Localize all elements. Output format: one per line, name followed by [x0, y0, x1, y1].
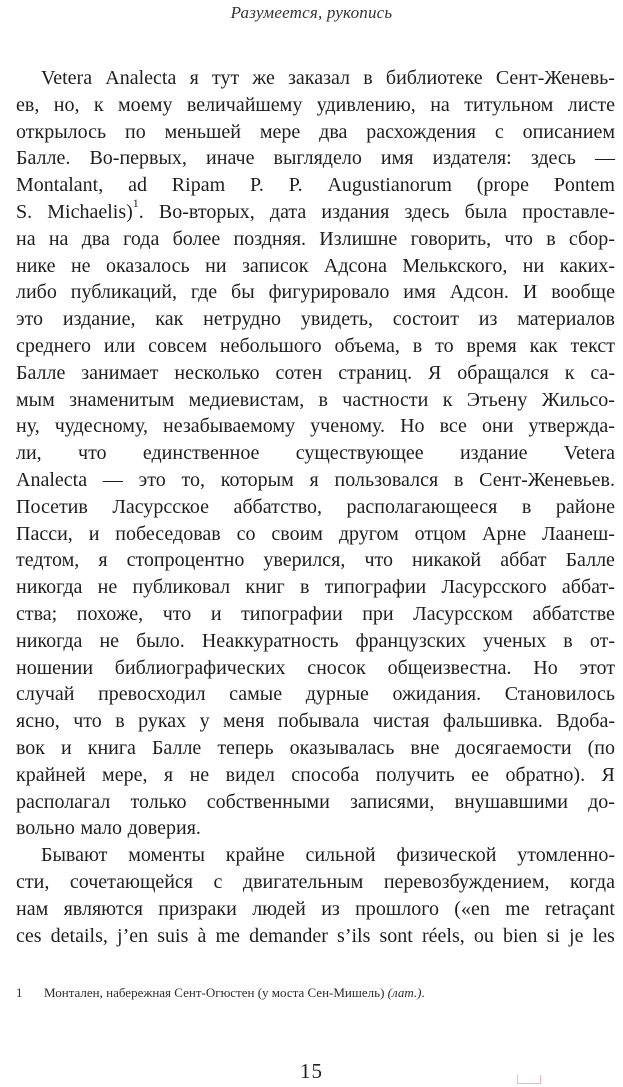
text-line: нике не оказалось ни записок Адсона Мелькского, ни каких-	[16, 254, 615, 277]
text-line: Балле. Во-первых, иначе выглядело имя издателя: здесь —	[16, 147, 615, 170]
text-line: сти, сочетающейся с двигательным перевозбуждением, когда	[16, 870, 615, 893]
running-head: Разумеется, рукопись	[230, 3, 393, 22]
text-line: мым знаменитым медиевистам, в частности к Этьену Жильсо-	[16, 388, 615, 411]
text-line: среднего или совсем небольшого объема, в то время как текст	[16, 334, 615, 357]
text-line: Montalant, ad Ripam P. P. Augustianorum (prope Pontem	[16, 174, 615, 197]
text-line: вольно мало доверия.	[16, 817, 201, 840]
text-line: ли, что единственное существующее издание Vetera	[16, 442, 615, 465]
text-line: ства; похоже, что и типографии при Ласурсском аббатстве	[16, 602, 615, 625]
text-line: тедтом, я стопроцентно уверился, что никакой аббат Балле	[16, 549, 615, 572]
text-line: S. Michaelis)$^1$. Во-вторых, дата издания здесь была проставле-	[16, 196, 615, 223]
text-line: открылось по меньшей мере два расхождения с описанием	[16, 120, 615, 143]
text-line: располагал только собственными записями, внушавшими до-	[16, 790, 615, 813]
footnote-abbreviation: (лат.)	[387, 985, 422, 1000]
paragraph	[16, 65, 615, 842]
text-line: ясно, что в руках у меня побывала чистая фальшивка. Вдоба-	[16, 710, 615, 733]
page-number: 15	[300, 1059, 323, 1083]
text-line: ну, чудесному, незабываемому ученому. Но все они утвержда-	[16, 415, 615, 438]
text-line: нам являются призраки людей из прошлого («en me retraçant	[16, 897, 615, 920]
text-line: это издание, как нетрудно увидеть, состоит из материалов	[16, 308, 615, 331]
footnote-number: 1	[16, 985, 23, 1000]
text-line: Балле занимает несколько сотен страниц. Я обращался к са-	[16, 361, 615, 384]
footnote	[16, 985, 615, 1001]
text-line: крайней мере, я не видел способа получить ее обратно). Я	[16, 763, 615, 786]
text-line: ces details, j’en suis à me demander s’ils sont réels, ou bien si je les	[16, 924, 615, 947]
text-line: никогда не публиковал книг в типографии Ласурсского аббат-	[16, 576, 615, 599]
text-line: Посетив Ласурсское аббатство, располагающееся в районе	[16, 495, 615, 518]
footnote-text: Монтален, набережная Сент-Огюстен (у моста Сен-Мишель)	[44, 985, 385, 1000]
text-line: случай превосходил самые дурные ожидания. Становилось	[16, 683, 615, 706]
text-line: на на два года более поздняя. Излишне говорить, что в сбор-	[16, 227, 615, 250]
text-line: ношении библиографических сносок общеизвестна. Но этот	[16, 656, 615, 679]
text-line: Пасси, и побеседовав со своим другом отцом Арне Лаанеш-	[16, 522, 615, 545]
paragraph	[16, 842, 615, 949]
footnote-end: .	[421, 985, 425, 1000]
text-line: вок и книга Балле теперь оказывалась вне досягаемости (по	[16, 736, 615, 759]
body-text	[16, 65, 615, 949]
text-line: Vetera Analecta я тут же заказал в библиотеке Сент-Женевь-	[41, 67, 615, 89]
text-line: Бывают моменты крайне сильной физической утомленно-	[41, 844, 615, 867]
text-line: ев, но, к моему величайшему удивлению, на титульном листе	[16, 93, 615, 116]
text-line: Analecta — это то, которым я пользовался в Сент-Женевьев.	[16, 468, 615, 491]
text-line: никогда не было. Неаккуратность французских ученых в от-	[16, 629, 615, 652]
page-edge-mark	[517, 1075, 541, 1084]
text-line: либо публикаций, где бы фигурировало имя Адсон. И вообще	[16, 281, 615, 304]
